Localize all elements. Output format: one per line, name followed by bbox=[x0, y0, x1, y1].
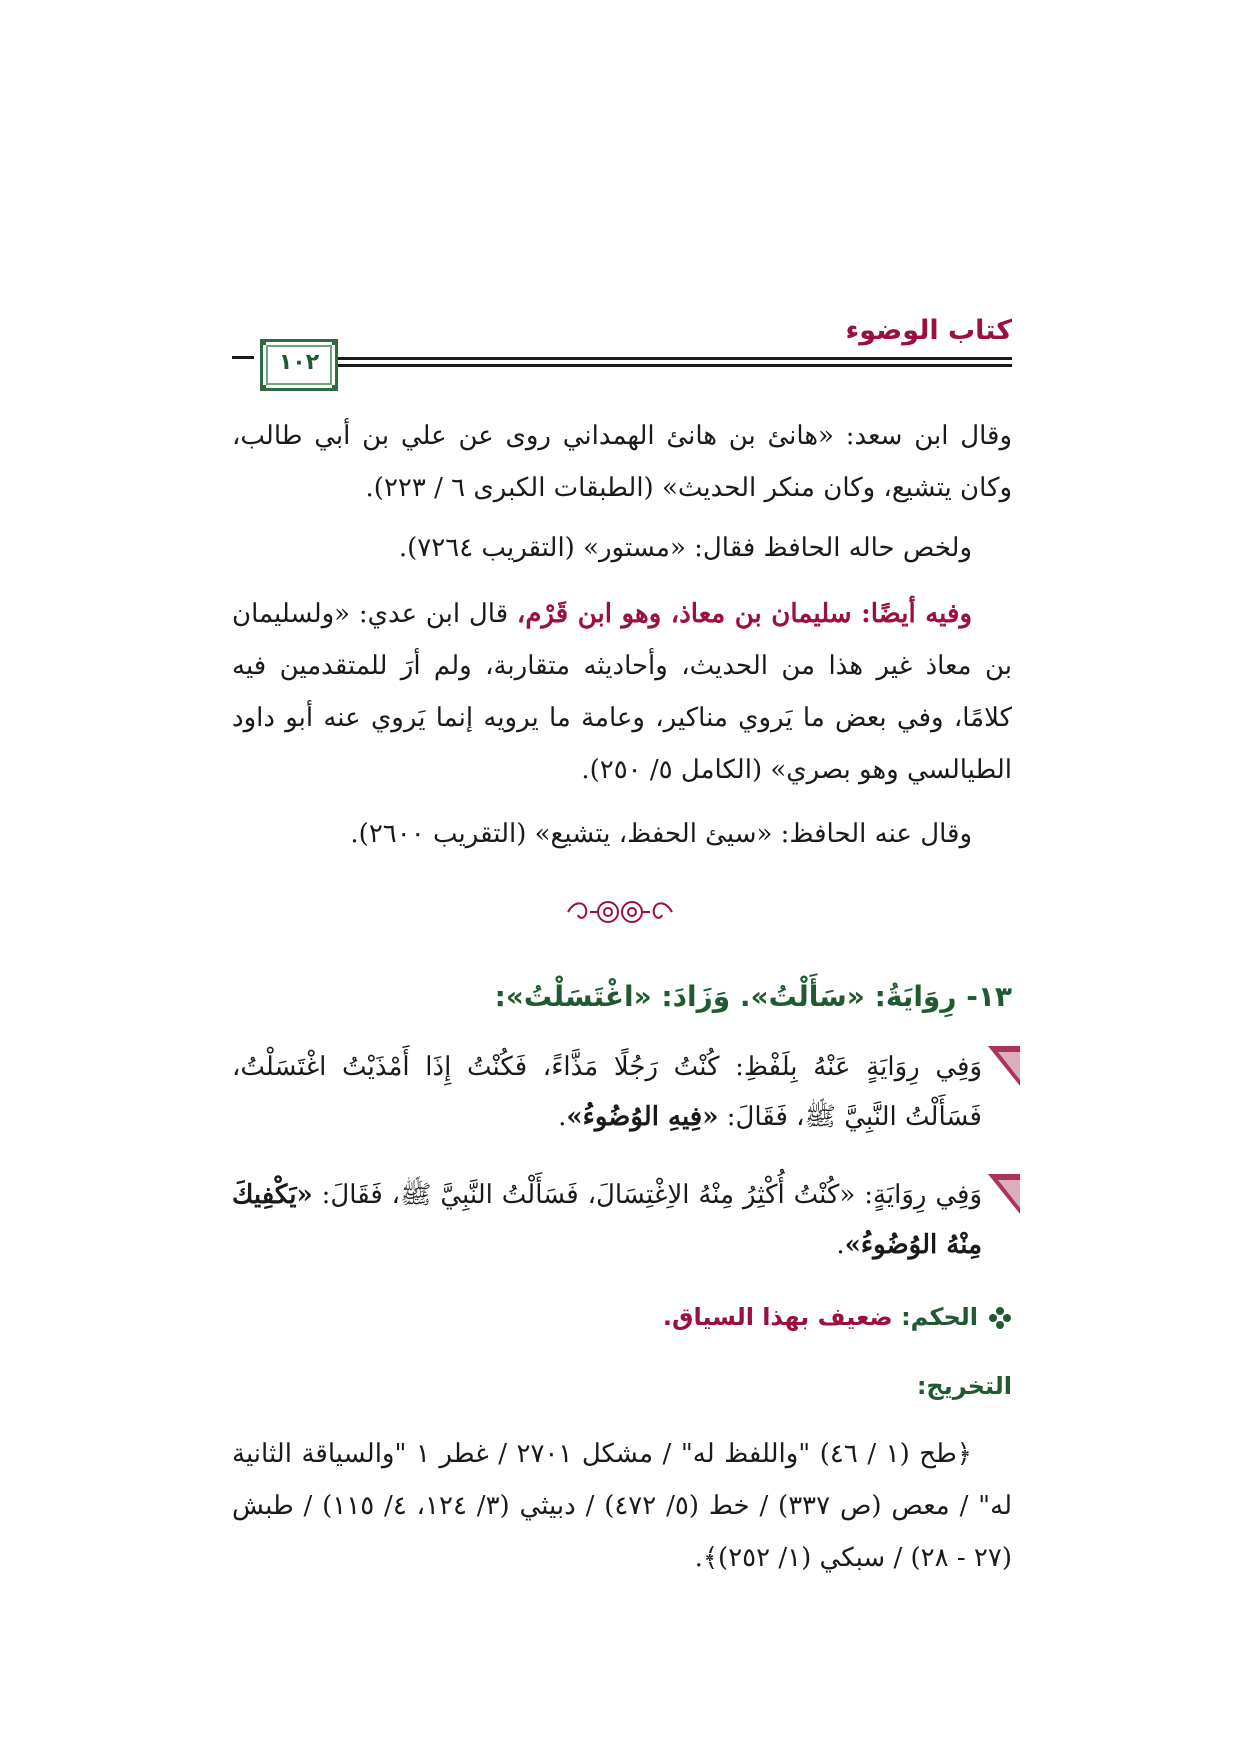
paragraph-hafiz-summary: ولخص حاله الحافظ فقال: «مستور» (التقريب ٧٢٦٤). bbox=[398, 533, 972, 563]
header-rule-top bbox=[336, 357, 1012, 360]
page-number-frame bbox=[260, 339, 338, 391]
takhrij-sources: ﴿طح (١ / ٤٦) "واللفظ له" / مشكل ٢٧٠١ / غطر ١ "والسياقة الثانية له" / معص (ص ٣٣٧) / خط (٥/ ٤٧٢) / دبيثي (٣/ ١٢٤، ٤/ ١١٥) / طبش (٢٧ - ٢٨) / سبكي (١/ ٢٥٢)﴾. bbox=[232, 1439, 1013, 1573]
ruling-value: ضعيف بهذا السياق. bbox=[662, 1303, 902, 1331]
paragraph-hafiz-sulayman: وقال عنه الحافظ: «سيئ الحفظ، يتشيع» (التقريب ٢٦٠٠). bbox=[350, 819, 972, 849]
quote-corner-icon bbox=[988, 1046, 1020, 1086]
ibn-adi-quote: قال ابن عدي: «ولسليمان بن معاذ غير هذا من الحديث، وأحاديثه متقاربة، ولم أرَ للمتقدمين فيه كلامًا، وفي بعض ما يَروي مناكير، وعامة ما يرويه إنما يَروي عنه أبو داود الطيالسي وهو بصري» (الكامل ٥/ ٢٥٠). bbox=[232, 599, 1012, 785]
book-title: كتاب الوضوء bbox=[845, 315, 1012, 346]
ruling-label: الحكم: bbox=[901, 1303, 978, 1331]
hadith-variant-2-text: وَفِي رِوَايَةٍ: «كُنْتُ أُكْثِرُ مِنْهُ الاِغْتِسَالَ، فَسَأَلْتُ النَّبِيَّ ﷺ، فَقَالَ: bbox=[312, 1180, 982, 1210]
flower-bullet-icon bbox=[988, 1306, 1012, 1330]
hadith-variant-1-text: وَفِي رِوَايَةٍ عَنْهُ بِلَفْظِ: كُنْتُ رَجُلًا مَذَّاءً، فَكُنْتُ إِذَا أَمْذَيْتُ اغْتَسَلْتُ، فَسَأَلْتُ النَّبِيَّ ﷺ، فَقَالَ: bbox=[232, 1052, 982, 1132]
ornament-divider-icon bbox=[560, 895, 680, 929]
punctuation: . bbox=[836, 1230, 845, 1260]
narrator-highlight: وفيه أيضًا: سليمان بن معاذ، وهو ابن قَرْم، bbox=[516, 599, 972, 629]
page-header bbox=[232, 315, 1012, 387]
quote-corner-icon bbox=[988, 1174, 1020, 1214]
punctuation: . bbox=[558, 1102, 567, 1132]
hadith-variant-1-answer: «فِيهِ الوُضُوءُ» bbox=[566, 1102, 719, 1132]
header-rule-bottom bbox=[336, 364, 1012, 367]
paragraph-sulayman bbox=[232, 588, 1012, 796]
hadith-variant-2-answer: «يَكْفِيكَ مِنْهُ الوُضُوءُ» bbox=[232, 1180, 982, 1260]
paragraph-ibn-saad: وقال ابن سعد: «هانئ بن هانئ الهمداني روى عن علي بن أبي طالب، وكان يتشيع، وكان منكر الحديث» (الطبقات الكبرى ٦ / ٢٢٣). bbox=[232, 421, 1012, 503]
ruling-line bbox=[232, 1303, 1012, 1331]
hadith-variant-2 bbox=[232, 1170, 1012, 1270]
header-rule-left bbox=[232, 356, 254, 359]
takhrij-heading: التخريج: bbox=[916, 1372, 1012, 1400]
page-number: ١٠٢ bbox=[278, 350, 320, 375]
hadith-variant-1 bbox=[232, 1042, 1012, 1142]
section-heading: ١٣- رِوَايَةُ: «سَأَلْتُ». وَزَادَ: «اغْتَسَلْتُ»: bbox=[494, 980, 1012, 1013]
